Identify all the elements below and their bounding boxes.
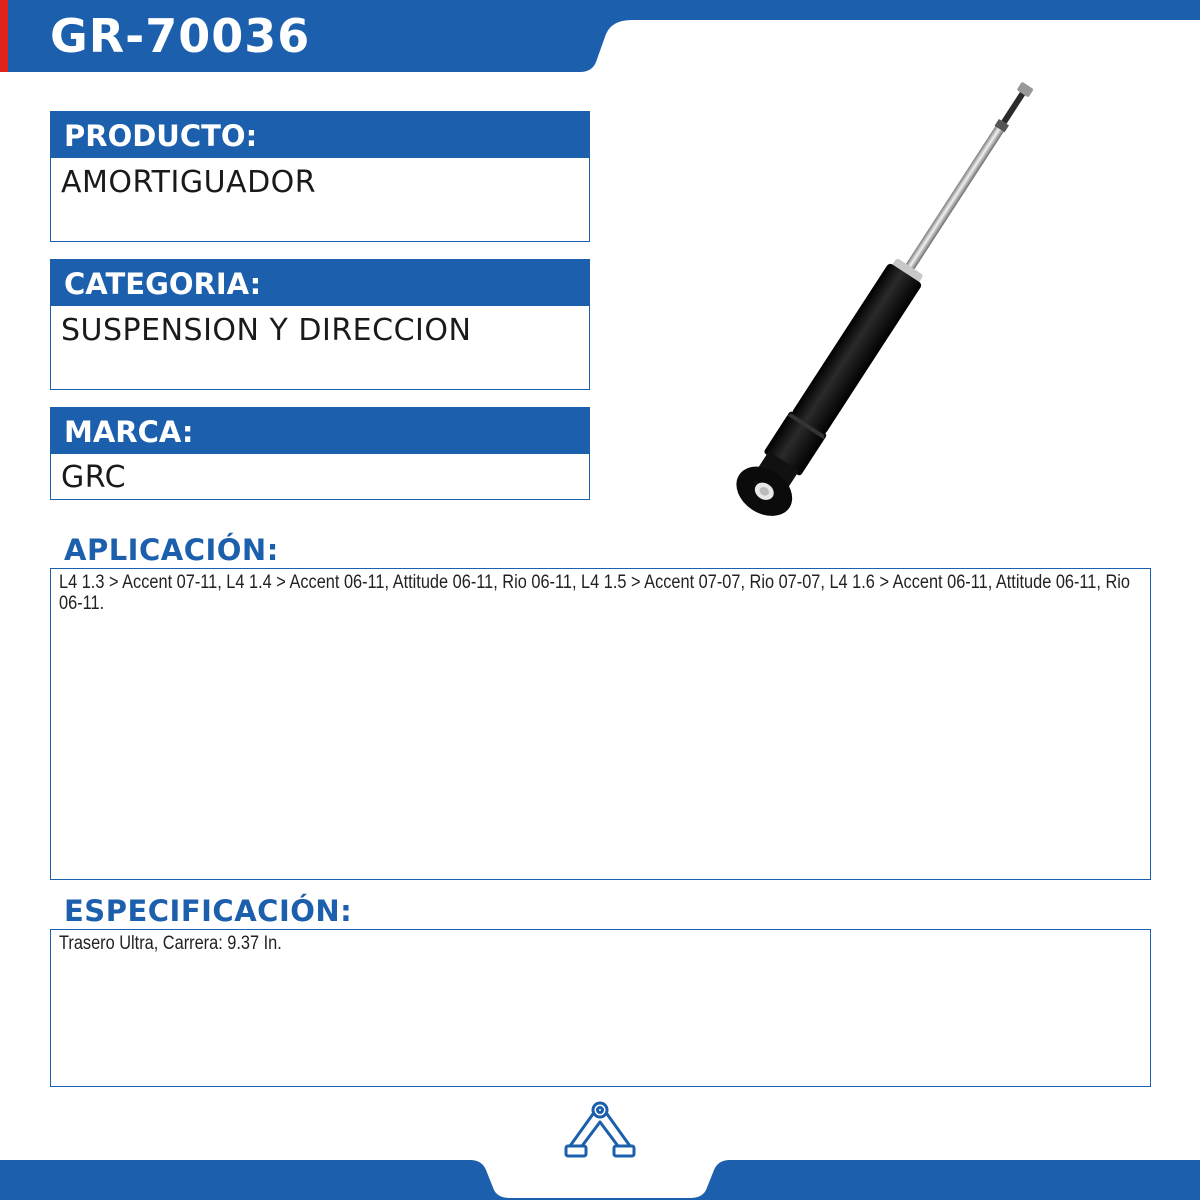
- footer-label: SUSPENSIÓN Y DIRECCIÓN: [494, 1162, 706, 1180]
- specification-title: ESPECIFICACIÓN:: [64, 894, 353, 928]
- product-field: [50, 111, 590, 242]
- brand-field: [50, 407, 590, 500]
- specification-box: [50, 929, 1151, 1087]
- application-text: L4 1.3 > Accent 07-11, L4 1.4 > Accent 06-11, Attitude 06-11, Rio 06-11, L4 1.5 > Accent 07-07, Rio 07-07, L4 1.6 > Accent 06-11, Attitude 06-11, Rio 06-11.: [59, 572, 1131, 614]
- control-arm-icon: [560, 1100, 640, 1166]
- part-number-title: GR-70036: [50, 9, 311, 63]
- product-value: AMORTIGUADOR: [61, 165, 317, 200]
- specification-text: Trasero Ultra, Carrera: 9.37 In.: [59, 933, 282, 954]
- shock-absorber-image: [640, 40, 1140, 540]
- application-title: APLICACIÓN:: [64, 533, 279, 567]
- brand-value: GRC: [61, 460, 127, 495]
- category-label: CATEGORIA:: [51, 260, 589, 306]
- category-field: [50, 259, 590, 390]
- product-label: PRODUCTO:: [51, 112, 589, 158]
- brand-label: MARCA:: [51, 408, 589, 454]
- application-box: [50, 568, 1151, 880]
- category-value: SUSPENSION Y DIRECCION: [61, 313, 472, 348]
